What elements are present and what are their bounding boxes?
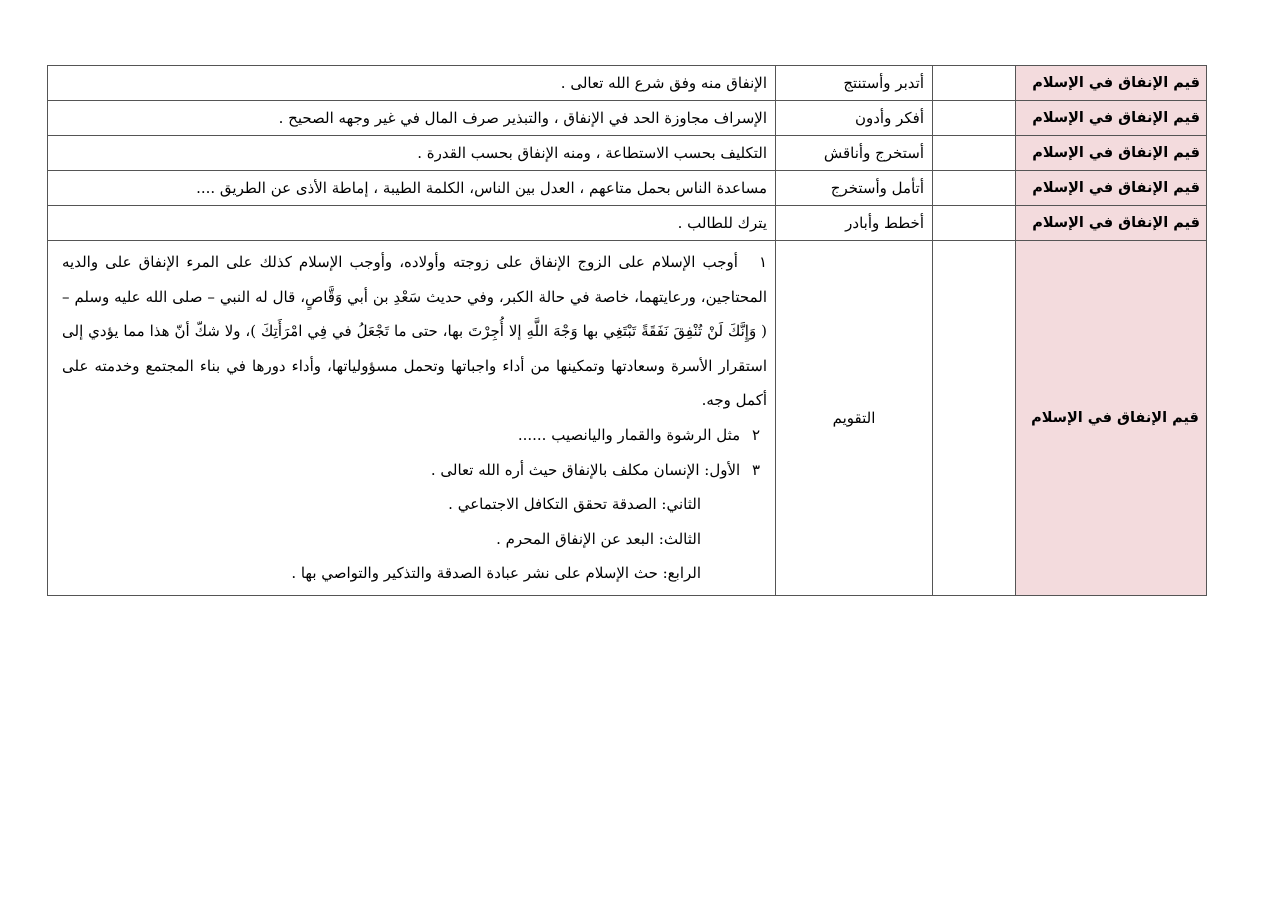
item-number: ٣ bbox=[751, 460, 761, 479]
answer-cell: الإسراف مجاوزة الحد في الإنفاق ، والتبذير صرف المال في غير وجهه الصحيح . bbox=[48, 101, 776, 136]
skill-cell: أفكر وأدون bbox=[776, 101, 933, 136]
empty-cell bbox=[933, 66, 1016, 101]
evaluation-answers-cell bbox=[48, 241, 776, 596]
item-text: أوجب الإسلام على الزوج الإنفاق على زوجته وأولاده، وأوجب الإسلام كذلك على المرء الإنفاق على والديه المحتاجين، ورعايتهما، خاصة في حالة الكبر، وفي حديث سَعْدِ بن أبي وَقَّاصٍ، قال له النبي – صلى الله عليه وسلم – ( وَإِنَّكَ لَنْ تُنْفِقَ نَفَقَةً تَبْتَغِي بها وَجْهَ اللَّهِ إلا أُجِرْتَ بها، حتى ما تَجْعَلُ في فِي امْرَأَتِكَ )، ولا شكّ أنّ هذا مما يؤدي إلى استقرار الأسرة وسعادتها وتمكينها من أداء واجباتها وتحمل مسؤولياتها، وأداء دورها في بناء المجتمع وخدمته على أكمل وجه. bbox=[62, 253, 767, 410]
empty-cell bbox=[933, 206, 1016, 241]
answer-item-1 bbox=[62, 245, 767, 418]
table-row bbox=[48, 171, 1207, 206]
answer-cell: التكليف بحسب الاستطاعة ، ومنه الإنفاق بحسب القدرة . bbox=[48, 136, 776, 171]
skill-cell: أتدبر وأستنتج bbox=[776, 66, 933, 101]
evaluation-answers bbox=[48, 241, 775, 595]
empty-cell bbox=[933, 241, 1016, 596]
answer-item-2 bbox=[62, 418, 767, 453]
lesson-answers-table bbox=[47, 65, 1207, 596]
empty-cell bbox=[933, 101, 1016, 136]
answer-cell: مساعدة الناس بحمل متاعهم ، العدل بين الناس، الكلمة الطيبة ، إماطة الأذى عن الطريق .... bbox=[48, 171, 776, 206]
answer-item-3-fourth: الرابع: حث الإسلام على نشر عبادة الصدقة والتذكير والتواصي بها . bbox=[291, 564, 701, 583]
table-row bbox=[48, 101, 1207, 136]
topic-cell: قيم الإنفاق في الإسلام bbox=[1016, 206, 1207, 241]
empty-cell bbox=[933, 136, 1016, 171]
topic-cell: قيم الإنفاق في الإسلام bbox=[1016, 66, 1207, 101]
item-number: ٢ bbox=[751, 425, 761, 444]
topic-cell: قيم الإنفاق في الإسلام bbox=[1016, 241, 1207, 596]
topic-cell: قيم الإنفاق في الإسلام bbox=[1016, 101, 1207, 136]
skill-cell: أستخرج وأناقش bbox=[776, 136, 933, 171]
answer-cell: الإنفاق منه وفق شرع الله تعالى . bbox=[48, 66, 776, 101]
empty-cell bbox=[933, 171, 1016, 206]
answer-item-3-second: الثاني: الصدقة تحقق التكافل الاجتماعي . bbox=[448, 495, 701, 514]
item-text: مثل الرشوة والقمار واليانصيب ...... bbox=[517, 425, 741, 444]
item-text: الأول: الإنسان مكلف بالإنفاق حيث أره الله تعالى . bbox=[430, 460, 741, 479]
skill-cell: أخطط وأبادر bbox=[776, 206, 933, 241]
table-row bbox=[48, 66, 1207, 101]
skill-cell: التقويم bbox=[776, 241, 933, 596]
answer-item-3-third: الثالث: البعد عن الإنفاق المحرم . bbox=[496, 529, 701, 548]
table-row bbox=[48, 206, 1207, 241]
lesson-table-sheet bbox=[47, 65, 1207, 596]
answer-cell: يترك للطالب . bbox=[48, 206, 776, 241]
evaluation-row bbox=[48, 241, 1207, 596]
skill-cell: أتأمل وأستخرج bbox=[776, 171, 933, 206]
table-row bbox=[48, 136, 1207, 171]
answer-item-3 bbox=[62, 453, 767, 488]
topic-cell: قيم الإنفاق في الإسلام bbox=[1016, 171, 1207, 206]
item-number: ١ bbox=[758, 253, 767, 271]
topic-cell: قيم الإنفاق في الإسلام bbox=[1016, 136, 1207, 171]
